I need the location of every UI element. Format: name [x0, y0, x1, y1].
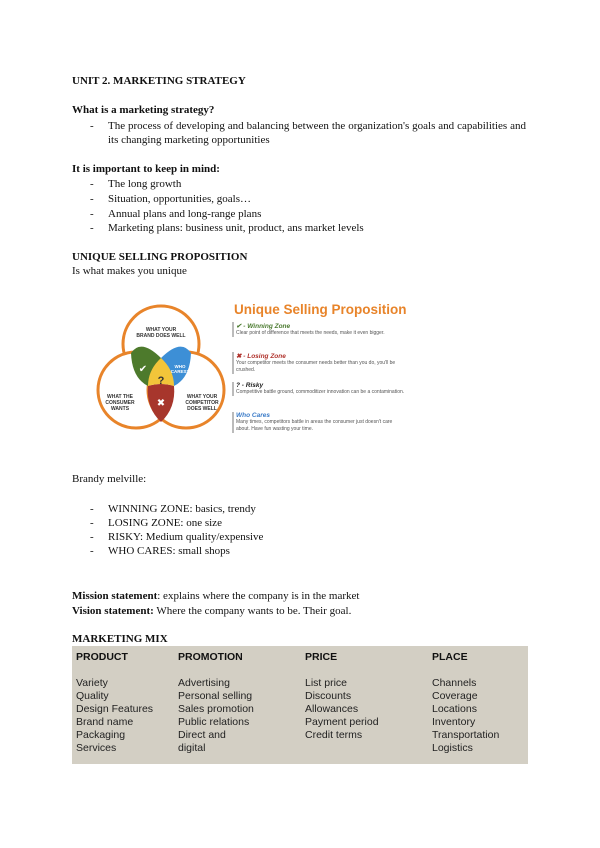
table-cell: Inventory: [432, 716, 476, 728]
zone-label: ? - Risky: [236, 382, 264, 389]
table-cell: Design Features: [76, 703, 154, 715]
table-cell: Advertising: [178, 677, 230, 689]
table-cell: List price: [305, 677, 348, 689]
brandy-label: Brandy melville:: [72, 473, 147, 485]
keep-in-mind-heading: It is important to keep in mind:: [72, 163, 220, 175]
venn-right-label: WHAT YOUR COMPETITOR DOES WELL: [185, 394, 219, 412]
table-cell: Discounts: [305, 690, 352, 702]
mission-label: Mission statement: [72, 590, 158, 602]
column-header: PROMOTION: [178, 651, 243, 663]
mix-column-promotion: [178, 651, 254, 755]
q1-bullet-text: The process of developing and balancing between the organization's goals and capabilities and its changing marketing opportunities: [108, 120, 526, 146]
zone-desc: Competitive battle ground, commoditizer innovation can be a contamination.: [236, 389, 405, 395]
mission-line: [72, 589, 359, 603]
table-cell: Direct and: [178, 729, 226, 741]
table-cell: Logistics: [432, 742, 473, 754]
table-cell: Public relations: [178, 716, 250, 728]
zone-risky: [236, 382, 506, 396]
usp-heading: UNIQUE SELLING PROPOSITION: [72, 251, 248, 263]
table-cell: Quality: [76, 690, 109, 702]
zone-winning: [236, 322, 506, 337]
table-cell: Packaging: [76, 729, 126, 741]
column-header: PRICE: [305, 651, 338, 663]
mix-column-place: [432, 651, 499, 755]
table-cell: Payment period: [305, 716, 379, 728]
table-cell: Locations: [432, 703, 477, 715]
mission-text: : explains where the company is in the market: [157, 590, 360, 602]
zone-desc: Many times, competitors battle in areas the consumer just doesn't care about. Have fun wasting your time.: [236, 419, 393, 432]
marketing-mix-table: [72, 646, 528, 764]
table-cell: Coverage: [432, 690, 478, 702]
mix-column-product: [76, 651, 153, 755]
venn-left-label: WHAT THE CONSUMER WANTS: [105, 394, 135, 412]
column-header: PRODUCT: [76, 651, 128, 663]
vision-line: [72, 604, 351, 618]
who-cares-badge: WHO CARES?: [170, 364, 190, 374]
zone-label: ✖ - Losing Zone: [236, 353, 286, 360]
usp-figure: [86, 298, 516, 446]
zone-losing: [236, 352, 506, 374]
q1-heading: What is a marketing strategy?: [72, 104, 215, 116]
cross-icon: ✖: [156, 398, 166, 409]
zone-who-cares: [236, 412, 506, 433]
usp-subtitle: Is what makes you unique: [72, 265, 187, 277]
table-cell: Transportation: [432, 729, 500, 741]
mix-column-price: [305, 651, 379, 742]
table-cell: Brand name: [76, 716, 134, 728]
question-icon: ?: [157, 375, 165, 387]
venn-top-label: WHAT YOUR BRAND DOES WELL: [136, 327, 186, 339]
table-cell: Variety: [76, 677, 108, 689]
mix-heading: MARKETING MIX: [72, 633, 168, 645]
venn-diagram: [86, 298, 236, 446]
column-header: PLACE: [432, 651, 468, 663]
table-cell: Channels: [432, 677, 477, 689]
vision-label: Vision statement:: [72, 605, 154, 617]
table-cell: Allowances: [305, 703, 359, 715]
vision-text: Where the company wants to be. Their goal.: [153, 605, 352, 617]
check-icon: ✔: [138, 364, 148, 375]
table-cell: Personal selling: [178, 690, 253, 702]
zone-label: Who Cares: [236, 412, 270, 419]
zone-desc: Your competitor meets the consumer needs better than you do, you'll be crushed.: [236, 360, 396, 373]
zone-desc: Clear point of difference that meets the needs, make it even bigger.: [236, 330, 385, 336]
table-cell: digital: [178, 742, 206, 754]
zone-label: ✔ - Winning Zone: [236, 323, 291, 330]
table-cell: Credit terms: [305, 729, 363, 741]
unit-title: UNIT 2. MARKETING STRATEGY: [72, 75, 246, 87]
table-cell: Services: [76, 742, 117, 754]
figure-title: Unique Selling Proposition: [234, 302, 407, 317]
table-cell: Sales promotion: [178, 703, 254, 715]
